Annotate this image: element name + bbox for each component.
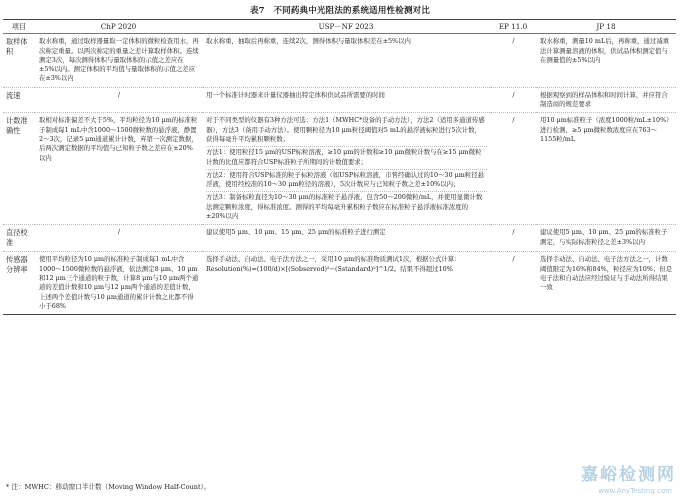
cell-jp: 建议使用5 μm、10 μm、25 μm的标准粒子测定，与实际标准粒径之差±3%以内 [536, 225, 676, 252]
cell-chp: / [35, 87, 202, 113]
comparison-table [3, 19, 676, 315]
table-row [3, 113, 676, 225]
usp-accuracy-method-3: 方法3：制备标粒直径为10～30 μm的标准粒子悬浮液，包含50～200微粒/mL，并使用显微计数法测定颗粒浓度，得标准浓度。测得的平均每毫升累积粒子数应在标准粒子悬浮液标准浓度的±20%以内 [206, 193, 483, 221]
cell-usp: 建议使用5 μm、10 μm、15 μm、25 μm的标准粒子进行测定 [202, 225, 490, 252]
table-row [3, 34, 676, 87]
table-row [3, 252, 676, 315]
cell-chp: 取相对标准偏差不大于5%，平均粒径为10 μm的标准粒子制成每1 mL中含1000～1500微粒数的悬浮液，静置2～3次，记录5 μm通道累计计数，弃第一次测定数据，后两次测定数据的平均值与已知粒子数之差应在±20%以内 [35, 113, 202, 225]
row-label-flow-rate: 流速 [3, 87, 35, 113]
cell-ep: / [490, 113, 536, 225]
table-row [3, 87, 676, 113]
cell-chp: / [35, 225, 202, 252]
header-item: 项目 [3, 20, 35, 34]
cell-usp [202, 113, 490, 225]
cell-jp: 选择手动法、自动法、电子法方法之一，计数阈值限定为16%和84%，粒径应为10%；但是电子法和自动法应经过验证与手动法所得结果一致 [536, 252, 676, 315]
cell-usp: 选择手动法、自动法、电子法方法之一，采用10 μm的标准物质测试1次，根据公式计算：Resolution(%)=(100/d)×[(Sobserved)²−(Sstandard)²]^1/2。结果不得超过10% [202, 252, 490, 315]
row-label-sensor-resolution: 传感器分辨率 [3, 252, 35, 315]
header-jp: JP 18 [536, 20, 676, 34]
cell-chp: 使用平均粒径为10 μm的标准粒子制成每1 mL中含1000～1500微粒数的悬浮液，依法测定8 μm、10 μm和12 μm三个通道的粒子数，计算8 μm与10 μm两个通道的差值计数和10 μm与12 μm两个通道的差值计数，上述两个差值计数与10 μm通道的累计计数之比都不得小于68% [35, 252, 202, 315]
row-label-sampling-volume: 取样体积 [3, 34, 35, 87]
header-chp: ChP 2020 [35, 20, 202, 34]
table-row [3, 225, 676, 252]
header-ep: EP 11.0 [490, 20, 536, 34]
cell-ep: / [490, 252, 536, 315]
watermark-url: www.AnyTesting.com [598, 487, 672, 495]
row-label-diameter-calibration: 直径校准 [3, 225, 35, 252]
cell-ep: / [490, 34, 536, 87]
usp-accuracy-intro: 对于不同类型的仪器有3种方法可选：方法1（MWHC*设备的手动方法），方法2（适用多通道传感器），方法3（备用手动方法）。使用颗粒径为10 μm粒径阈值对5 mL的悬浮液标粒进行5次计数，获得每毫升平均累积颗粒数； [206, 116, 485, 143]
header-usp: USP－NF 2023 [202, 20, 490, 34]
cell-usp: 取水称重，抽取后再称重，连续2次，测得体积与量取体积差在±5%以内 [202, 34, 490, 87]
cell-ep: / [490, 225, 536, 252]
cell-jp: 根据观察到的样品体积和时间计算，并应符合制造商的规范要求 [536, 87, 676, 113]
cell-jp: 用10 μm标准粒子（浓度1000粒/mL±10%）进行检测，≥5 μm微粒数浓度应在763～1155粒/mL [536, 113, 676, 225]
row-label-count-accuracy: 计数准确性 [3, 113, 35, 225]
usp-accuracy-method-1: 方法1：使用粒径15 μm的USP标粒溶液，≥10 μm的计数和≥10 μm微粒计数与在≥15 μm微粒计数的比值应都符合USP标准粒子所期间的计数值要求； [206, 148, 482, 166]
cell-usp: 用一个标准计时器来计量仪器抽出特定体积供试品所需要的时间 [202, 87, 490, 113]
table-header-row [3, 20, 676, 34]
footnote: * 注：MWHC：移动窗口半计数（Moving Window Half-Count）。 [6, 483, 211, 491]
divider [206, 169, 487, 170]
cell-jp: 取水称重，测量10 mL后，再称重，通过减重法计算测量溶液的体积，供试品体积测定值与在测量值的±5%以内 [536, 34, 676, 87]
table-caption: 表7 不同药典中光阻法的系统适用性检测对比 [249, 6, 431, 16]
usp-accuracy-method-2: 方法2：使用符合USP标准的粒子标粒溶液（如USP标粒溶液，市售经确认过的10～30 μm粒径悬浮液，使用经校准的10～30 μm粒径的溶液），5次计数应与已知粒子数之差±10%以内； [206, 170, 484, 189]
watermark: 嘉峪检测网 [581, 465, 676, 485]
cell-ep: / [490, 87, 536, 113]
cell-chp: 取水称重，通过取样器量取一定体积的微粒检查用水，再次称定重量。以两次称定的重量之差计算取样体积。连续测定3次，每次测得体积与量取体积的示值之差应在±5%以内。测定体积的平均值与量取体积的示值之差应在±3%以内 [35, 34, 202, 87]
